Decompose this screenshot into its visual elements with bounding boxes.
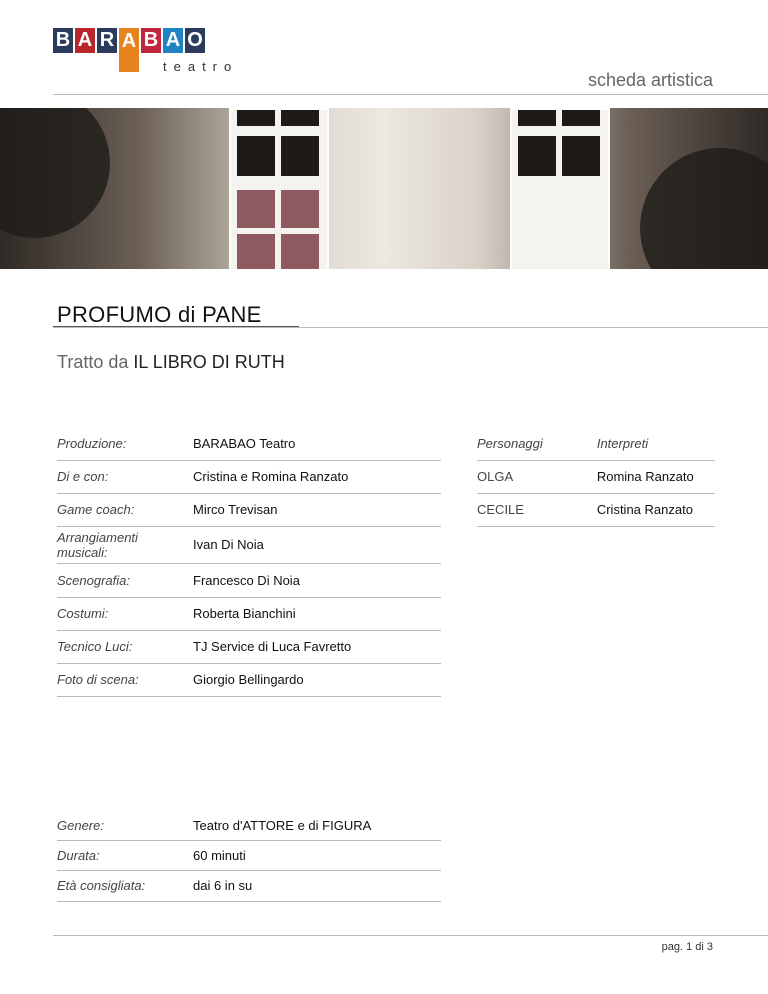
- source-book: IL LIBRO DI RUTH: [133, 352, 285, 372]
- table-row: CECILE Cristina Ranzato: [477, 493, 715, 526]
- cast-table: [477, 427, 715, 527]
- table-row: Foto di scena: Giorgio Bellingardo: [57, 663, 441, 696]
- table-row: Scenografia: Francesco Di Noia: [57, 563, 441, 597]
- table-row: Di e con: Cristina e Romina Ranzato: [57, 460, 441, 493]
- logo-letter-tile: R: [97, 28, 117, 53]
- logo-letter-tile: B: [141, 28, 161, 53]
- logo-letter-tile: A: [119, 28, 139, 72]
- table-row: Genere: Teatro d'ATTORE e di FIGURA: [57, 811, 441, 840]
- page-number: pag. 1 di 3: [661, 941, 713, 953]
- logo-letter-tile: A: [75, 28, 95, 53]
- barabao-logo: [53, 28, 243, 76]
- logo-letter-tile: B: [53, 28, 73, 53]
- table-row: Game coach: Mirco Trevisan: [57, 493, 441, 526]
- logo-letter-tile: A: [163, 28, 183, 53]
- table-row: Tecnico Luci: TJ Service di Luca Favretto: [57, 630, 441, 663]
- credits-table: [57, 427, 441, 697]
- show-title: PROFUMO di PANE: [57, 302, 262, 327]
- footer-divider: [53, 935, 768, 936]
- header-divider: [53, 94, 768, 95]
- table-row: Produzione: BARABAO Teatro: [57, 427, 441, 460]
- table-row: Costumi: Roberta Bianchini: [57, 597, 441, 630]
- table-row: OLGA Romina Ranzato: [477, 460, 715, 493]
- stage-photo: [0, 108, 768, 269]
- table-row: Età consigliata: dai 6 in su: [57, 870, 441, 901]
- table-header-row: Personaggi Interpreti: [477, 427, 715, 460]
- source-line: Tratto da IL LIBRO DI RUTH: [57, 352, 285, 372]
- document-type: scheda artistica: [587, 70, 713, 90]
- title-divider: [53, 327, 768, 328]
- logo-subtitle: teatro: [163, 59, 239, 74]
- table-row: Arrangiamenti musicali: Ivan Di Noia: [57, 526, 441, 563]
- details-table: [57, 811, 441, 902]
- logo-letter-tile: O: [185, 28, 205, 53]
- table-row: Durata: 60 minuti: [57, 840, 441, 870]
